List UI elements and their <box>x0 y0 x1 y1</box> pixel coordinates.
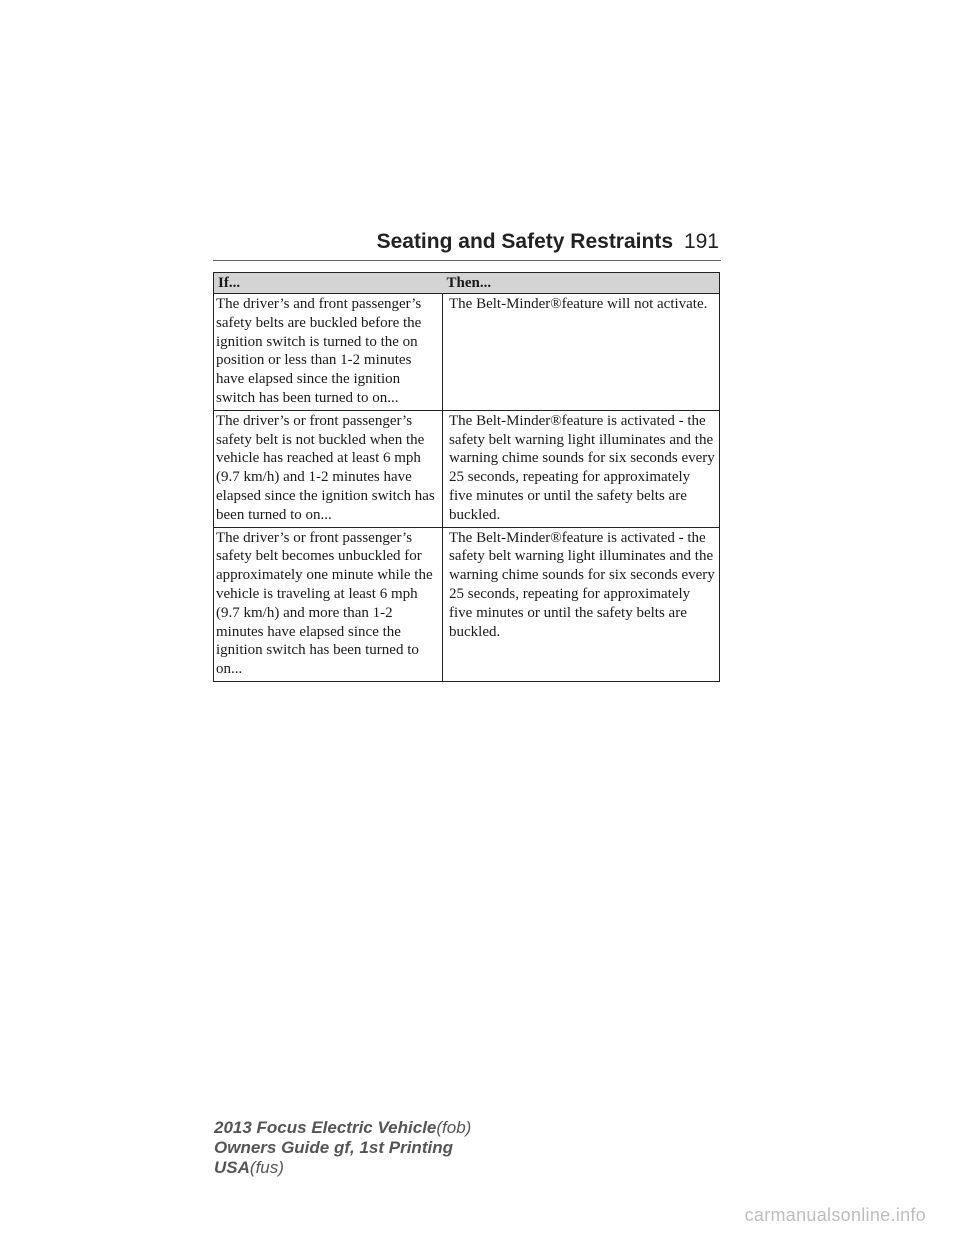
column-header-then: Then... <box>443 273 720 294</box>
table-row <box>214 527 720 681</box>
footer-vehicle-name: 2013 Focus Electric Vehicle <box>214 1118 437 1137</box>
footer-line-2 <box>214 1138 471 1158</box>
section-title: Seating and Safety Restraints <box>376 230 673 253</box>
footer-guide-edition: Owners Guide gf, 1st Printing <box>214 1138 453 1157</box>
table-header-row <box>214 273 720 294</box>
table-row <box>214 294 720 411</box>
footer-line-1 <box>214 1118 471 1138</box>
footer-vehicle-code: (fob) <box>436 1118 472 1137</box>
table-cell-then: The Belt-Minder®feature is activated - the safety belt warning light illuminates and the warning chime sounds for six seconds every 25 seconds, repeating for approximately five minutes or until the safety belts are buckled. <box>443 527 720 681</box>
footer-market: USA <box>214 1158 250 1177</box>
footer-market-code: (fus) <box>249 1158 284 1177</box>
table-row <box>214 410 720 527</box>
site-watermark: carmanualsonline.info <box>744 1205 926 1225</box>
column-header-if: If... <box>214 273 443 294</box>
footer-line-3 <box>214 1158 471 1178</box>
table-cell-then: The Belt-Minder®feature is activated - the safety belt warning light illuminates and the warning chime sounds for six seconds every 25 seconds, repeating for approximately five minutes or until the safety belts are buckled. <box>443 410 720 527</box>
page-header <box>213 228 721 261</box>
belt-minder-table <box>213 272 720 682</box>
page-number: 191 <box>683 230 719 253</box>
table-cell-if: The driver’s or front passenger’s safety belt is not buckled when the vehicle has reached at least 6 mph (9.7 km/h) and 1-2 minutes have elapsed since the ignition switch has been turned to on... <box>214 410 443 527</box>
document-footer <box>214 1118 471 1178</box>
table-cell-if: The driver’s and front passenger’s safety belts are buckled before the ignition switch is turned to the on position or less than 1-2 minutes have elapsed since the ignition switch has been turned to on... <box>214 294 443 411</box>
table-cell-if: The driver’s or front passenger’s safety belt becomes unbuckled for approximately one minute while the vehicle is traveling at least 6 mph (9.7 km/h) and more than 1-2 minutes have elapsed since the ignition switch has been turned to on... <box>214 527 443 681</box>
table-cell-then: The Belt-Minder®feature will not activate. <box>443 294 720 411</box>
